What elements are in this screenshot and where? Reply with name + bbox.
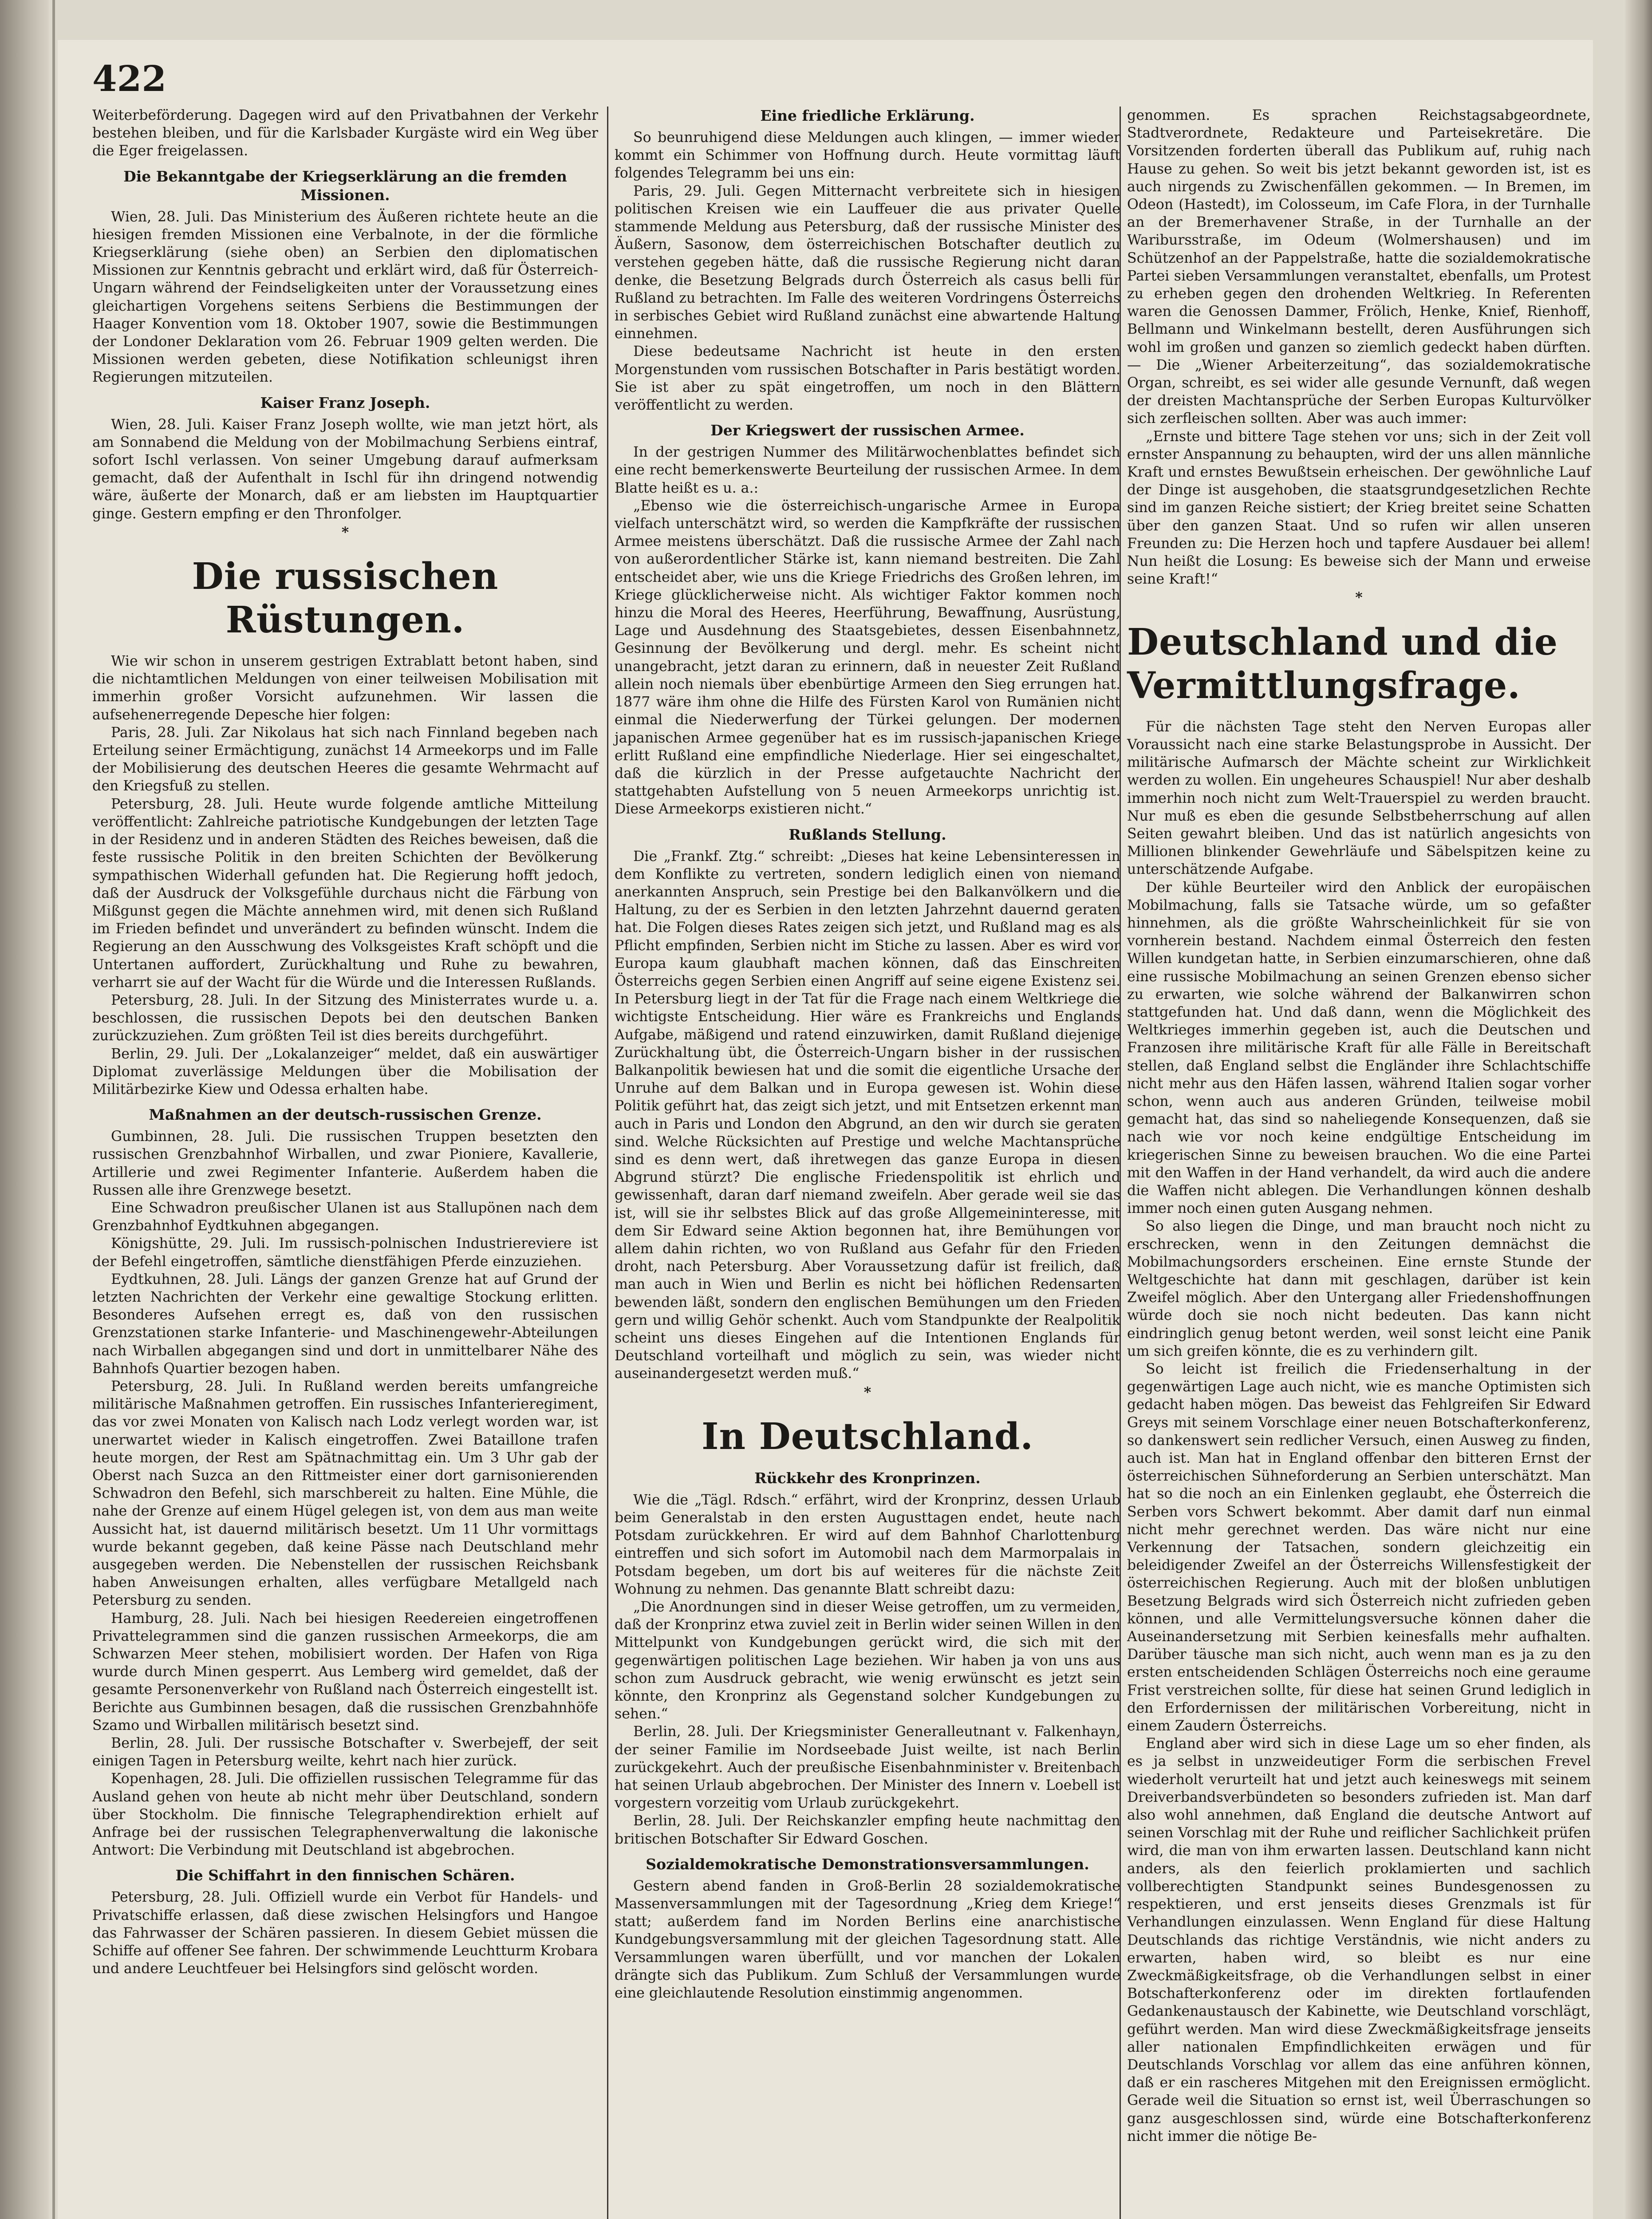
section-heading: Kaiser Franz Joseph. bbox=[260, 394, 430, 411]
newspaper-page bbox=[58, 40, 1593, 2219]
paragraph: Gestern abend fanden in Groß-Berlin 28 sozialdemokratische Massenversammlungen mit der Tagesordnung „Krieg dem Kriege!“ statt; außerdem fand im Norden Berlins eine anarchistische Kundgebungsversammlung mit der gleichen Tagesordnung statt. Alle Versammlungen waren überfüllt, und vor manchen der Lokalen drängte sich das Publikum. Zum Schluß der Versammlungen wurde eine gleichlautende Resolution einstimmig angenommen. bbox=[615, 1878, 1120, 2002]
paragraph: Berlin, 28. Juli. Der Reichskanzler empfing heute nachmittag den britischen Botschafter Sir Edward Goschen. bbox=[615, 1813, 1120, 1847]
paragraph: Für die nächsten Tage steht den Nerven Europas aller Voraussicht nach eine starke Belastungsprobe in Aussicht. Der militärische Aufmarsch der Mächte scheint zur Wirklichkeit werden zu wollen. Ein ungeheures Schauspiel! Nur aber deshalb immerhin noch nicht zum Welt-Trauerspiel zu werden braucht. Nur muß es eben die gesunde Selbstbeherrschung auf allen Seiten gewahrt bleiben. Und das ist natürlich angesichts von Millionen blinkender Gewehrläufe und Säbelspitzen keine zu unterschätzende Aufgabe. bbox=[1127, 719, 1591, 878]
paragraph: Wie wir schon in unserem gestrigen Extrablatt betont haben, sind die nichtamtlichen Meldungen von einer teilweisen Mobilisation mit immerhin großer Vorsicht aufzunehmen. Wir lassen die aufsehenerregende Depesche hier folgen: bbox=[92, 653, 598, 723]
section-heading: Die Bekanntgabe der Kriegserklärung an die fremden Missionen. bbox=[123, 167, 567, 204]
section-heading: Der Kriegswert der russischen Armee. bbox=[710, 422, 1025, 439]
paragraph: Paris, 29. Juli. Gegen Mitternacht verbreitete sich in hiesigen politischen Kreisen wie ein Lauffeuer die aus privater Quelle stammende Meldung aus Petersburg, daß der russische Minister des Äußern, Sasonow, dem österreichischen Botschafter deutlich zu verstehen gegeben hätte, daß die russische Regierung nicht daran denke, die Besetzung Belgrads durch Österreich als casus belli für Rußland zu betrachten. Im Falle des weiteren Vordringens Österreichs in serbisches Gebiet wird Rußland zunächst eine abwartende Haltung einnehmen. bbox=[615, 183, 1120, 342]
section-heading: Die Schiffahrt in den finnischen Schären. bbox=[175, 1867, 515, 1884]
section-heading: Maßnahmen an der deutsch-russischen Grenze. bbox=[149, 1106, 542, 1124]
separator-star: * bbox=[341, 524, 349, 541]
paragraph: Kopenhagen, 28. Juli. Die offiziellen russischen Telegramme für das Ausland gehen von heute ab nicht mehr über Deutschland, sondern über Stockholm. Die finnische Telegraphendirektion erhielt auf Anfrage bei der russischen Telegraphenverwaltung die lakonische Antwort: Die Verbindung mit Deutschland ist abgebrochen. bbox=[92, 1771, 598, 1859]
paragraph: In der gestrigen Nummer des Militärwochenblattes befindet sich eine recht bemerkenswerte Beurteilung der russischen Armee. In dem Blatte heißt es u. a.: bbox=[615, 444, 1120, 496]
paragraph: Petersburg, 28. Juli. In der Sitzung des Ministerrates wurde u. a. beschlossen, die russischen Depots bei den deutschen Banken zurückzuziehen. Zum größten Teil ist dies bereits durchgeführt. bbox=[92, 992, 598, 1044]
headline: Deutschland und die Vermittlungsfrage. bbox=[1127, 620, 1558, 707]
paragraph: Wie die „Tägl. Rdsch.“ erfährt, wird der Kronprinz, dessen Urlaub beim Generalstab in den ersten Augusttagen endet, heute nach Potsdam zurückkehren. Er wird auf dem Bahnhof Charlottenburg eintreffen und sich sofort im Automobil nach dem Marmorpalais in Potsdam begeben, um dort bis auf weiteres für die nächste Zeit Wohnung zu nehmen. Das genannte Blatt schreibt dazu: bbox=[615, 1492, 1120, 1597]
section-heading: Eine friedliche Erklärung. bbox=[760, 107, 975, 124]
column-1 bbox=[92, 107, 598, 1978]
paragraph: So leicht ist freilich die Friedenserhaltung in der gegenwärtigen Lage auch nicht, wie es manche Optimisten sich gedacht haben mögen. Das beweist das Fehlgreifen Sir Edward Greys mit seinem Vorschlage einer neuen Botschafterkonferenz, so dankenswert sein redlicher Versuch, einen Ausweg zu finden, auch ist. Man hat in England offenbar den bitteren Ernst der österreichischen Sühneforderung an Serbien unterschätzt. Man hat so die noch an ein Einlenken geglaubt, ehe Österreich die Serben vors Schwert bekommt. Aber damit darf nun einmal nicht mehr gerechnet werden. Das wäre nicht nur eine Verkennung der Tatsachen, sondern gleichzeitig ein beleidigender Zweifel an der Österreichs Willensfestigkeit der österreichischen Regierung. Auch mit der bloßen unblutigen Besetzung Belgrads wird sich Österreich nicht zufrieden geben können, und alle Vermittelungsversuche können daher die Auseinandersetzung mit Serbien keinesfalls mehr aufhalten. Darüber täusche man sich nicht, auch wenn man es ja zu den ersten entscheidenden Schlägen Österreichs noch eine geraume Frist verstreichen sollte, für diese hat seinen Grund lediglich in den Erfordernissen der militärischen Vorbereitung, nicht in einem Zaudern Österreichs. bbox=[1127, 1361, 1591, 1734]
paragraph: Die „Frankf. Ztg.“ schreibt: „Dieses hat keine Lebensinteressen in dem Konflikte zu vertreten, sondern lediglich einen von niemand anerkannten Anspruch, sein Prestige bei den Balkanvölkern und die Haltung, zu der es Serbien in den letzten Jahrzehnt dauernd geraten hat. Die Folgen dieses Rates zeigen sich jetzt, und Rußland mag es als Pflicht empfinden, Serbien nicht im Stiche zu lassen. Aber es wird vor Europa kaum glaubhaft machen können, daß das Einschreiten Österreichs gegen Serbien einen Angriff auf seine eigene Existenz sei. In Petersburg liegt in der Tat für die Frage nach einem Weltkriege die wichtigste Entscheidung. Hier wäre es Frankreichs und Englands Aufgabe, mäßigend und ratend einzuwirken, damit Rußland diejenige Zurückhaltung übt, die Österreich-Ungarn bisher in der russischen Balkanpolitik bewiesen hat und die somit die eigentliche Ursache der Unruhe auf dem Balkan und in Europa gewesen ist. Wohin diese Politik geführt hat, das zeigt sich jetzt, und mit Entsetzen erkennt man auch in Paris und London den Abgrund, an den wir durch sie geraten sind. Welche Rücksichten auf Prestige und welche Machtansprüche sind es denn wert, daß ihretwegen das ganze Europa in diesen Abgrund stürzt? Die englische Friedenspolitik ist ehrlich und gewissenhaft, daran darf niemand zweifeln. Aber gerade weil sie das ist, will sie ihr selbstes Blick auf das große Allgemeininteresse, mit dem Sir Edward seine Aktion begonnen hat, ihre Bemühungen vor allem dahin richten, wo von Rußland aus Gefahr für den Frieden droht, nach Petersburg. Aber Voraussetzung dafür ist freilich, daß man auch in Wien und Berlin es nicht bei höflichen Redensarten bewenden läßt, sondern den englischen Bemühungen um den Frieden gern und willig Gehör schenkt. Auch vom Standpunkte der Realpolitik scheint uns dieses Eingehen auf die Intentionen Englands für Deutschland vorteilhaft und möglich zu sein, was wieder nicht auseinandergesetzt werden muß.“ bbox=[615, 848, 1120, 1382]
binding-edge bbox=[52, 0, 55, 2219]
section-heading: Sozialdemokratische Demonstrationsversammlungen. bbox=[646, 1855, 1089, 1873]
paragraph: Wien, 28. Juli. Das Ministerium des Äußeren richtete heute an die hiesigen fremden Missionen eine Verbalnote, in der die förmliche Kriegserklärung (siehe oben) an Serbien den diplomatischen Missionen zur Kenntnis gebracht und erklärt wird, daß für Österreich-Ungarn während der Feindseligkeiten unter der Voraussetzung eines gleichartigen Vorgehens seitens Serbiens die Bestimmungen der Haager Konvention vom 18. Oktober 1907, sowie die Bestimmungen der Londoner Deklaration vom 26. Februar 1909 gelten werden. Die Missionen werden gebeten, diese Notifikation schleunigst ihren Regierungen mitzuteilen. bbox=[92, 209, 598, 386]
paragraph: Hamburg, 28. Juli. Nach bei hiesigen Reedereien eingetroffenen Privattelegrammen sind die ganzen russischen Armeekorps, die am Schwarzen Meer stehen, mobilisiert worden. Der Hafen von Riga wurde durch Minen gesperrt. Aus Lemberg wird gemeldet, daß der gesamte Personenverkehr von Rußland nach Österreich eingestellt ist. Berichte aus Gumbinnen besagen, daß die russischen Grenzbahnhöfe Szamo und Wirballen militärisch besetzt sind. bbox=[92, 1610, 598, 1733]
paragraph: Paris, 28. Juli. Zar Nikolaus hat sich nach Finnland begeben nach Erteilung seiner Ermächtigung, zunächst 14 Armeekorps und im Falle der Mobilisierung des deutschen Heeres die gesamte Wehrmacht auf den Kriegsfuß zu stellen. bbox=[92, 724, 598, 794]
paragraph: Petersburg, 28. Juli. In Rußland werden bereits umfangreiche militärische Maßnahmen getroffen. Ein russisches Infanterieregiment, das vor zwei Monaten von Kalisch nach Lodz verlegt worden war, ist unerwartet wieder in Kalisch eingetroffen. Zwei Bataillone trafen heute morgen, der Rest am Spätnachmittag ein. Um 3 Uhr gab der Oberst nach Suzca an den Rittmeister einer dort garnisonierenden Schwadron den Befehl, sich marschbereit zu halten. Eine Mühle, die nahe der Grenze auf einem Hügel gelegen ist, von dem aus man weite Aussicht hat, ist dauernd militärisch besetzt. Um 11 Uhr vormittags wurde bekannt gegeben, daß keine Pässe nach Deutschland mehr ausgegeben werden. Die Nebenstellen der russischen Reichsbank haben Anweisungen erhalten, alles verfügbare Metallgeld nach Petersburg zu senden. bbox=[92, 1378, 598, 1609]
book-binding bbox=[0, 0, 49, 2219]
paragraph: „Ebenso wie die österreichisch-ungarische Armee in Europa vielfach unterschätzt wird, so werden die Kampfkräfte der russischen Armee meistens überschätzt. Daß die russische Armee der Zahl nach von außerordentlicher Stärke ist, kann niemand bestreiten. Die Zahl entscheidet aber, wie uns die Kriege Friedrichs des Großen lehren, im Kriege glücklicherweise nicht. Als wichtiger Faktor kommen noch hinzu die Moral des Heeres, Heerführung, Bewaffnung, Ausrüstung, Lage und Ausdehnung des Staatsgebietes, dessen Eisenbahnnetz, Gesinnung der Bevölkerung und dergl. mehr. Es scheint nicht unangebracht, jetzt daran zu erinnern, daß in neuester Zeit Rußland allein noch niemals über ebenbürtige Armeen den Sieg errungen hat. 1877 wäre ihm ohne die Hilfe des Fürsten Karol von Rumänien nicht einmal die Niederwerfung der Türkei gelungen. Der modernen japanischen Armee gegenüber hat es im russisch-japanischen Kriege erlitt Rußland eine empfindliche Niederlage. Hier sei eingeschaltet, daß die kürzlich in der Presse aufgetauchte Nachricht der stattgehabten Aufstellung von 5 neuen Armeekorps unrichtig ist. Diese Armeekorps existieren nicht.“ bbox=[615, 497, 1120, 817]
paragraph: Berlin, 28. Juli. Der russische Botschafter v. Swerbejeff, der seit einigen Tagen in Petersburg weilte, kehrt nach hier zurück. bbox=[92, 1735, 598, 1769]
paragraph: Wien, 28. Juli. Kaiser Franz Joseph wollte, wie man jetzt hört, als am Sonnabend die Meldung von der Mobilmachung Serbiens eintraf, sofort Ischl verlassen. Von seiner Umgebung darauf aufmerksam gemacht, daß der Aufenthalt in Ischl für ihn dringend notwendig wäre, äußerte der Monarch, daß er am liebsten im Hauptquartier ginge. Gestern empfing er den Thronfolger. bbox=[92, 416, 598, 522]
paragraph: Eydtkuhnen, 28. Juli. Längs der ganzen Grenze hat auf Grund der letzten Nachrichten der Verkehr eine gewaltige Stockung erlitten. Besonderes Aufsehen erregt es, daß von den russischen Grenzstationen starke Infanterie- und Maschinengewehr-Abteilungen nach Wirballen abgegangen sind und dort in unmittelbarer Nähe des Bahnhofs Quartier bezogen haben. bbox=[92, 1271, 598, 1377]
separator-star: * bbox=[863, 1384, 871, 1401]
paragraph: Weiterbeförderung. Dagegen wird auf den Privatbahnen der Verkehr bestehen bleiben, und für die Karlsbader Kurgäste wird ein Weg über die Eger freigelassen. bbox=[92, 107, 598, 159]
paragraph: „Ernste und bittere Tage stehen vor uns; sich in der Zeit voll ernster Anspannung zu behaupten, wird der uns allen männliche Kraft und ernstes Bewußtsein erheischen. Der gewöhnliche Lauf der Dinge ist ausgehoben, die staatsgrundgesetzlichen Rechte sind im ganzen Reiche sistiert; der Krieg breitet seine Schatten über den ganzen Staat. Und so rufen wir allen unseren Freunden zu: Die Herzen hoch und tapfere Ausdauer bei allem! Nun heißt die Losung: Es beweise sich der Mann und erweise seine Kraft!“ bbox=[1127, 428, 1591, 588]
paragraph: Berlin, 29. Juli. Der „Lokalanzeiger“ meldet, daß ein auswärtiger Diplomat zuverlässige Meldungen über die Mobilisation der Militärbezirke Kiew und Odessa erhalten habe. bbox=[92, 1046, 598, 1098]
paragraph: So also liegen die Dinge, und man braucht noch nicht zu erschrecken, wenn in den Zeitungen demnächst die Mobilmachungsorders erscheinen. Eine ernste Stunde der Weltgeschichte hat dann mit geschlagen, darüber ist kein Zweifel möglich. Aber den Untergang aller Friedenshoffnungen würde doch sie noch nicht bedeuten. Das kann nicht eindringlich genug betont werden, weil sonst leicht eine Panik um sich greifen könnte, die es zu verhindern gilt. bbox=[1127, 1218, 1591, 1359]
section-heading: Rückkehr des Kronprinzen. bbox=[754, 1469, 981, 1487]
page-edge bbox=[1625, 0, 1652, 2219]
paragraph: Gumbinnen, 28. Juli. Die russischen Truppen besetzten den russischen Grenzbahnhof Wirballen, und zwar Pioniere, Kavallerie, Artillerie und zwei Regimenter Infanterie. Außerdem haben die Russen alle ihre Grenzwege besetzt. bbox=[92, 1129, 598, 1198]
column-3 bbox=[1127, 107, 1591, 2145]
column-rule bbox=[607, 107, 608, 2219]
paragraph: England aber wird sich in diese Lage um so eher finden, als es ja selbst in unzweideutiger Form die serbischen Frevel wiederholt verurteilt hat und jetzt auch keineswegs mit seinem Dreiverbandsverbündeten so besonders zufrieden ist. Man darf also wohl annehmen, daß England die deutsche Antwort auf seinen Vorschlag mit der Ruhe und reiflicher Sachlichkeit prüfen wird, die man von ihm erwarten lassen. Deutschland kann nicht anders, als den feierlich proklamierten und sachlich vollberechtigten Standpunkt seines Bundesgenossen zu respektieren, und erst jenseits dieses Grenzmals ist für Verhandlungen einzulassen. Wenn England für diese Haltung Deutschlands das richtige Verständnis, wie nicht anders zu erwarten, haben wird, so bleibt es nur eine Zweckmäßigkeitsfrage, ob die Verhandlungen selbst in einer Botschafterkonferenz oder im direkten fortlaufenden Gedankenaustausch der Kabinette, wie Deutschland vorschlägt, geführt werden. Man wird diese Zweckmäßigkeitsfrage jenseits aller nationalen Empfindlichkeiten erwägen und für Deutschlands Vorschlag vor allem das eine anführen können, daß er ein rascheres Mitgehen mit den Ereignissen ermöglicht. Gerade weil die Situation so ernst ist, weil Überraschungen so ganz ausgeschlossen sind, würde eine Botschafterkonferenz nicht immer die nötige Be- bbox=[1127, 1736, 1591, 2144]
section-heading: Rußlands Stellung. bbox=[789, 825, 946, 843]
headline: In Deutschland. bbox=[702, 1415, 1033, 1458]
paragraph: So beunruhigend diese Meldungen auch klingen, — immer wieder kommt ein Schimmer von Hoffnung durch. Heute vormittag läuft folgendes Telegramm bei uns ein: bbox=[615, 130, 1120, 182]
paragraph: Petersburg, 28. Juli. Offiziell wurde ein Verbot für Handels- und Privatschiffe erlassen, daß diese zwischen Helsingfors und Hangoe das Fahrwasser der Schären passieren. In diesem Gebiet müssen die Schiffe auf offener See fahren. Der schwimmende Leuchtturm Krobara und andere Leuchtfeuer bei Helsingfors sind gelöscht worden. bbox=[92, 1889, 598, 1977]
page-number: 422 bbox=[92, 58, 166, 99]
paragraph: Königshütte, 29. Juli. Im russisch-polnischen Industriereviere ist der Befehl eingetroffen, sämtliche dienstfähigen Pferde einzuziehen. bbox=[92, 1236, 598, 1270]
paragraph: Eine Schwadron preußischer Ulanen ist aus Stallupönen nach dem Grenzbahnhof Eydtkuhnen abgegangen. bbox=[92, 1200, 598, 1234]
headline: Die russischen Rüstungen. bbox=[192, 555, 499, 642]
paragraph: Diese bedeutsame Nachricht ist heute in den ersten Morgenstunden vom russischen Botschafter in Paris bestätigt worden. Sie ist aber zu spät eingetroffen, um noch in den Blättern veröffentlicht zu werden. bbox=[615, 344, 1120, 414]
paragraph: Berlin, 28. Juli. Der Kriegsminister Generalleutnant v. Falkenhayn, der seiner Familie im Nordseebade Juist weilte, ist nach Berlin zurückgekehrt. Auch der preußische Eisenbahnminister v. Breitenbach hat seinen Urlaub abgebrochen. Der Minister des Innern v. Loebell ist vorgestern vorzeitig vom Urlaub zurückgekehrt. bbox=[615, 1724, 1120, 1812]
paragraph: genommen. Es sprachen Reichstagsabgeordnete, Stadtverordnete, Redakteure und Parteisekretäre. Die Vorsitzenden forderten überall das Publikum auf, ruhig nach Hause zu gehen. So weit bis jetzt bekannt geworden ist, ist es auch nirgends zu Zwischenfällen gekommen. — In Bremen, im Odeon (Hastedt), im Colosseum, im Cafe Flora, in der Turnhalle an der Bremerhavener Straße, in der Turnhalle an der Waribursstraße, im Odeum (Wolmershausen) und im Schützenhof an der Pappelstraße, hatte die sozialdemokratische Partei sieben Versammlungen veranstaltet, ebenfalls, um Protest zu erheben gegen den drohenden Weltkrieg. In Referenten waren die Genossen Dammer, Frölich, Henke, Knief, Rienhoff, Bellmann und Winkelmann bestellt, deren Ausführungen sich wohl im großen und ganzen so ziemlich gedeckt haben dürften. — Die „Wiener Arbeiterzeitung“, das sozialdemokratische Organ, schreibt, es sei wider alle gesunde Vernunft, daß wegen der dreisten Machtansprüche der Serben Europas Kulturvölker sich zerfleischen sollten. Aber was auch immer: bbox=[1127, 107, 1591, 427]
separator-star: * bbox=[1355, 589, 1363, 606]
paragraph: Der kühle Beurteiler wird den Anblick der europäischen Mobilmachung, falls sie Tatsache würde, um so gefaßter hinnehmen, als die größte Wahrscheinlichkeit für sie von vornherein bestand. Nachdem einmal Österreich den festen Willen kundgetan hatte, in Serbien einzumarschieren, ohne daß eine russische Mobilmachung an seinen Grenzen ebenso sicher zu erwarten, wie solche während der Balkanwirren schon stattgefunden hat. Und daß dann, wenn die Möglichkeit des Weltkrieges immerhin gegeben ist, auch die Deutschen und Franzosen ihre militärische Kraft für alle Fälle in Bereitschaft stellen, daß England selbst die Engländer ihre Schlachtschiffe nicht mehr aus den Häfen lassen, während Italien sogar vorher schon, wenn auch aus anderen Gründen, teilweise mobil gemacht hat, das sind so naheliegende Konsequenzen, daß sie nach wie vor noch keine endgültige Entscheidung im kriegerischen Sinne zu beweisen brauchen. Wo die eine Partei mit den Waffen in der Hand verhandelt, da wird auch die andere die Waffen nicht ablegen. Die Verhandlungen können deshalb immer noch einen guten Ausgang nehmen. bbox=[1127, 879, 1591, 1217]
paragraph: Petersburg, 28. Juli. Heute wurde folgende amtliche Mitteilung veröffentlicht: Zahlreiche patriotische Kundgebungen der letzten Tage in der Residenz und in anderen Städten des Reiches beweisen, daß die feste russische Politik in den breiten Schichten der Bevölkerung sympathischen Widerhall gefunden hat. Die Regierung hofft jedoch, daß der Ausdruck der Volksgefühle durchaus nicht die Färbung von Mißgunst gegen die Mächte annehmen wird, mit denen sich Rußland im Frieden befindet und unverändert zu befinden wünscht. Indem die Regierung an den Ausschwung des Volksgeistes Kraft schöpft und die Untertanen auffordert, Zurückhaltung und Ruhe zu bewahren, verharrt sie auf der Wacht für die Würde und die Interessen Rußlands. bbox=[92, 796, 598, 991]
column-2 bbox=[615, 107, 1120, 2002]
paragraph: „Die Anordnungen sind in dieser Weise getroffen, um zu vermeiden, daß der Kronprinz etwa zuviel zeit in Berlin wider seinen Willen in den Mittelpunkt von Kundgebungen gerückt wird, die sich mit der gegenwärtigen politischen Lage beziehen. Wir haben ja von uns aus schon zum Ausdruck gebracht, wie wenig erwünscht es jetzt sein könnte, den Kronprinz als Gegenstand solcher Kundgebungen zu sehen.“ bbox=[615, 1599, 1120, 1722]
